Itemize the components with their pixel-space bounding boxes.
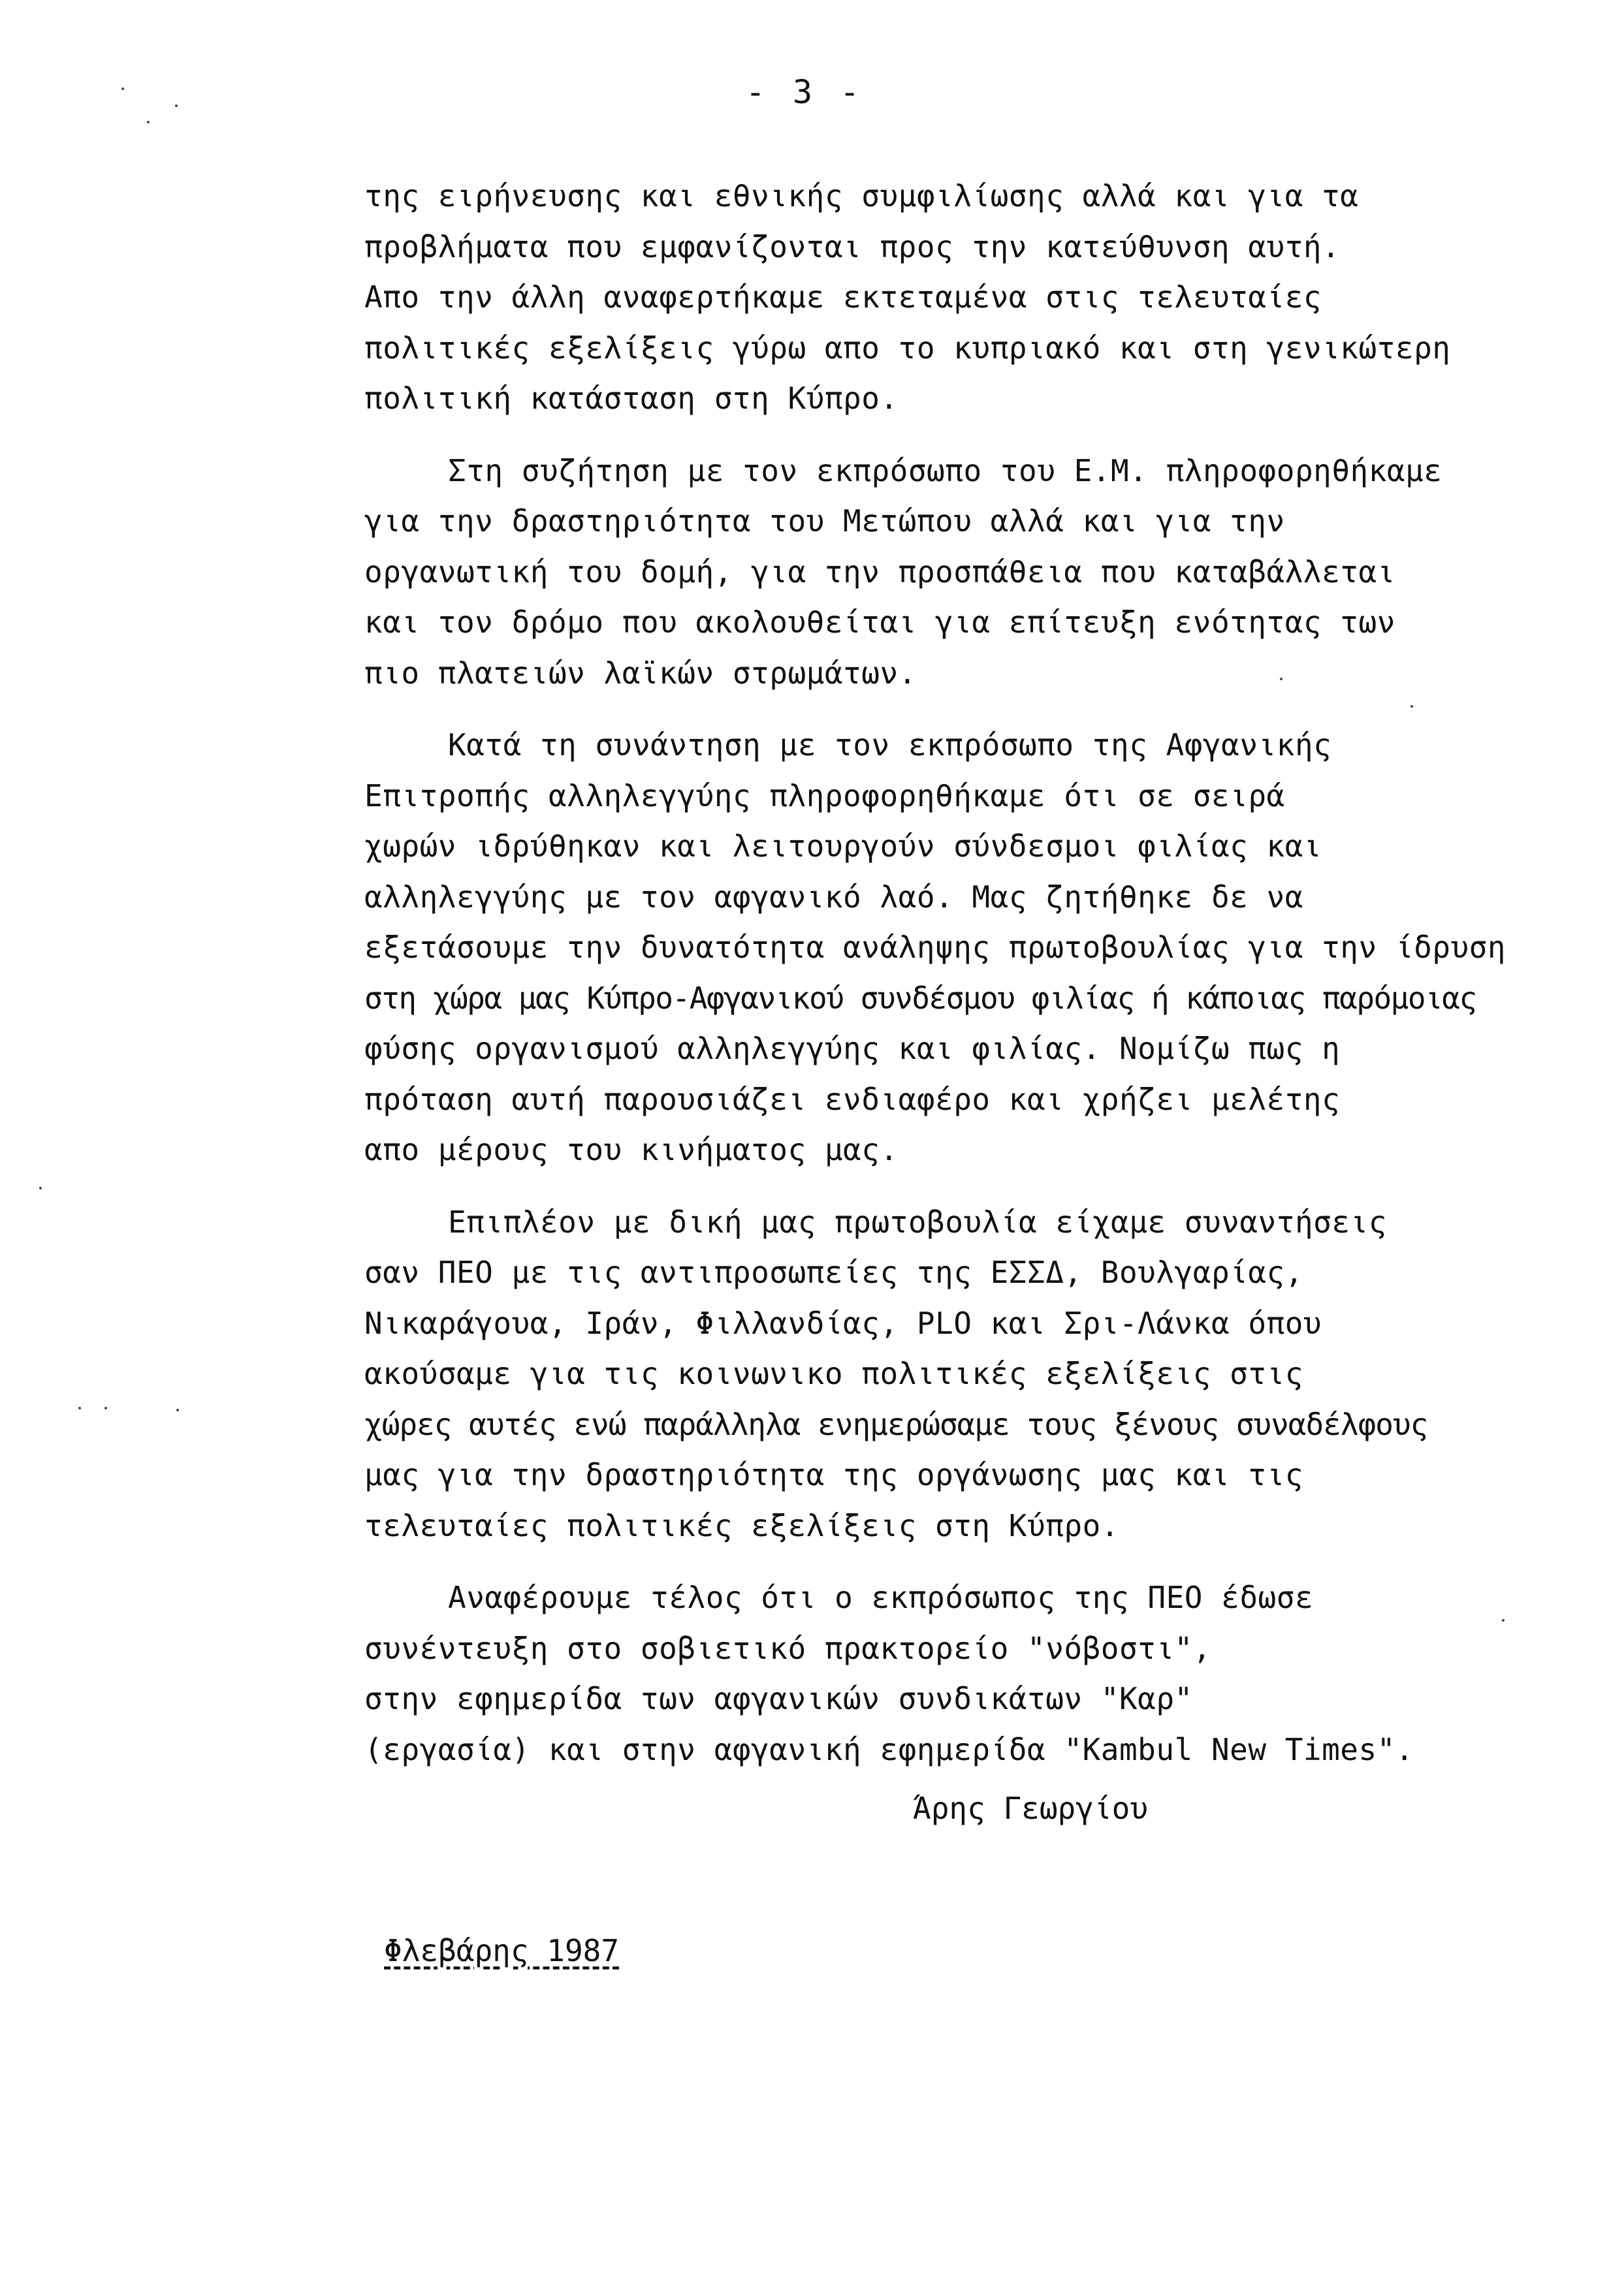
text-line: ακούσαμε για τις κοινωνικο πολιτικές εξελίξεις στις (364, 1356, 1303, 1391)
text-line: Απο την άλλη αναφερτήκαμε εκτεταμένα στις τελευταίες (364, 279, 1322, 315)
text-line: της ειρήνευσης και εθνικής συμφιλίωσης αλλά και για τα (364, 178, 1359, 213)
text-line: για την δραστηριότητα του Μετώπου αλλά και για την (364, 503, 1285, 539)
paragraph-1 (364, 171, 1579, 424)
text-line: χωρών ιδρύθηκαν και λειτουργούν σύνδεσμοι φιλίας και (364, 828, 1322, 864)
text-line: οργανωτική του δομή, για την προσπάθεια που καταβάλλεται (364, 554, 1395, 590)
text-line: απο μέρους του κινήματος μας. (364, 1132, 899, 1167)
text-line: πρόταση αυτή παρουσιάζει ενδιαφέρο και χρήζει μελέτης (364, 1081, 1341, 1117)
text-line: Νικαράγουα, Ιράν, Φιλλανδίας, PLO και Σρι-Λάνκα όπου (364, 1305, 1322, 1341)
scan-speck (176, 1409, 179, 1411)
text-line: προβλήματα που εμφανίζονται προς την κατεύθυνση αυτή. (364, 228, 1341, 264)
text-line: χώρες αυτές ενώ παράλληλα ενημερώσαμε τους ξένους συναδέλφους (364, 1406, 1428, 1442)
text-line: σαν ΠΕΟ με τις αντιπροσωπείες της ΕΣΣΔ, Βουλγαρίας, (364, 1255, 1303, 1290)
text-line: αλληλεγγύης με τον αφγανικό λαό. Μας ζητήθηκε δε να (364, 879, 1303, 915)
scan-speck (39, 1187, 42, 1189)
signature: Άρης Γεωργίου (913, 1791, 1149, 1826)
page-number: - 3 - (745, 73, 864, 111)
scan-speck (175, 104, 178, 107)
text-line: Κατά τη συνάντηση με τον εκπρόσωπο της Αφγανικής (448, 727, 1332, 763)
text-line: πιο πλατειών λαϊκών στρωμάτων. (364, 655, 917, 691)
text-line: Επιτροπής αλληλεγγύης πληροφορηθήκαμε ότι σε σειρά (364, 778, 1285, 813)
paragraph-5 (364, 1573, 1579, 1775)
document-date: Φλεβάρης 1987 (384, 1933, 620, 1968)
paragraph-3 (364, 720, 1579, 1176)
scan-speck (104, 1407, 107, 1409)
paragraph-4 (364, 1197, 1579, 1552)
scan-speck (1502, 1619, 1505, 1622)
text-line: εξετάσουμε την δυνατότητα ανάληψης πρωτοβουλίας για την ίδρυση (364, 930, 1506, 965)
text-line: στη χώρα μας Κύπρο-Αφγανικού συνδέσμου φιλίας ή κάποιας παρόμοιας (364, 980, 1476, 1016)
text-line: φύσης οργανισμού αλληλεγγύης και φιλίας. Νομίζω πως η (364, 1031, 1341, 1066)
scan-speck (1280, 678, 1282, 680)
text-line: Στη συζήτηση με τον εκπρόσωπο του Ε.Μ. πληροφορηθήκαμε (448, 452, 1442, 488)
text-line: μας για την δραστηριότητα της οργάνωσης μας και τις (364, 1457, 1303, 1492)
text-line: πολιτικές εξελίξεις γύρω απο το κυπριακό και στη γενικώτερη (364, 330, 1451, 366)
text-line: στην εφημερίδα των αφγανικών συνδικάτων "Καρ" (364, 1681, 1193, 1716)
text-line: και τον δρόμο που ακολουθείται για επίτευξη ενότητας των (364, 605, 1395, 640)
text-line: (εργασία) και στην αφγανική εφημερίδα "Kambul New Times". (364, 1731, 1414, 1767)
scan-speck (78, 1407, 81, 1409)
text-line: συνέντευξη στο σοβιετικό πρακτορείο "νόβοστι", (364, 1630, 1211, 1666)
scan-speck (121, 87, 124, 90)
scan-speck (147, 121, 150, 123)
text-line: τελευταίες πολιτικές εξελίξεις στη Κύπρο. (364, 1507, 1119, 1543)
text-line: Αναφέρουμε τέλος ότι ο εκπρόσωπος της ΠΕΟ έδωσε (448, 1580, 1314, 1615)
text-line: Επιπλέον με δική μας πρωτοβουλία είχαμε συναντήσεις (448, 1204, 1387, 1240)
document-body (364, 171, 1579, 1775)
scan-speck (1410, 705, 1413, 708)
paragraph-2 (364, 446, 1579, 699)
text-line: πολιτική κατάσταση στη Κύπρο. (364, 381, 899, 416)
